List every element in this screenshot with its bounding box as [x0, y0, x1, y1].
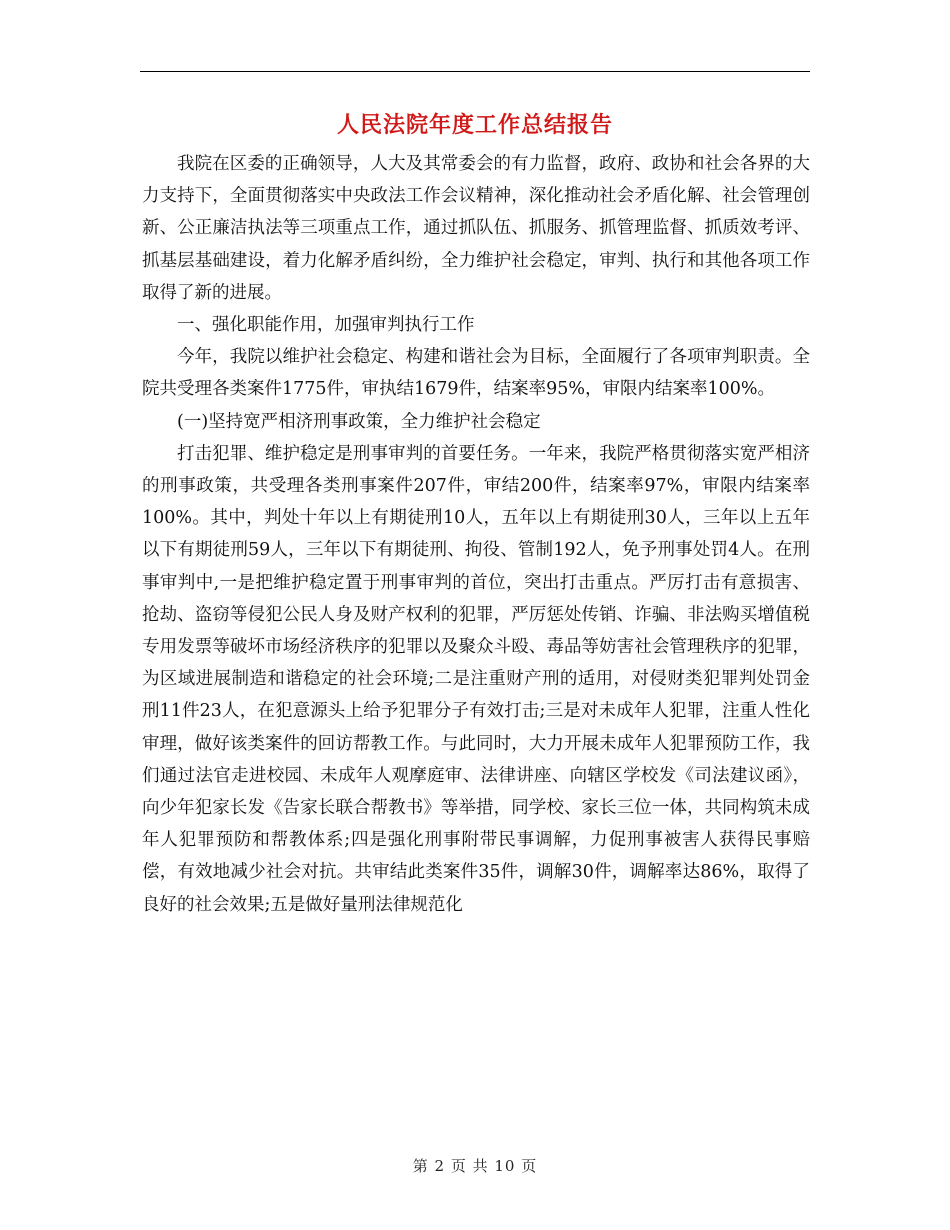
- paragraph-case-summary: 今年，我院以维护社会稳定、构建和谐社会为目标，全面履行了各项审判职责。全院共受理各类案件1775件，审执结1679件，结案率95%，审限内结案率100%。: [142, 347, 810, 400]
- document-body: [142, 148, 810, 921]
- page-number: 第 2 页 共 10 页: [412, 1157, 538, 1175]
- subsection-heading-1: (一)坚持宽严相济刑事政策，全力维护社会稳定: [177, 411, 541, 432]
- paragraph-criminal-trial: 打击犯罪、维护稳定是刑事审判的首要任务。一年来，我院严格贯彻落实宽严相济的刑事政策，共受理各类刑事案件207件，审结200件，结案率97%，审限内结案率100%。其中，判处十年以上有期徒刑10人，五年以上有期徒刑30人，三年以上五年以下有期徒刑59人，三年以下有期徒刑、拘役、管制192人，免予刑事处罚4人。在刑事审判中,一是把维护稳定置于刑事审判的首位，突出打击重点。严厉打击有意损害、抢劫、盗窃等侵犯公民人身及财产权利的犯罪，严厉惩处传销、诈骗、非法购买增值税专用发票等破坏市场经济秩序的犯罪以及聚众斗殴、毒品等妨害社会管理秩序的犯罪，为区域进展制造和谐稳定的社会环境;二是注重财产刑的适用，对侵财类犯罪判处罚金刑11件23人，在犯意源头上给予犯罪分子有效打击;三是对未成年人犯罪，注重人性化审理，做好该类案件的回访帮教工作。与此同时，大力开展未成年人犯罪预防工作，我们通过法官走进校园、未成年人观摩庭审、法律讲座、向辖区学校发《司法建议函》，向少年犯家长发《告家长联合帮教书》等举措，同学校、家长三位一体，共同构筑未成年人犯罪预防和帮教体系;四是强化刑事附带民事调解，力促刑事被害人获得民事赔偿，有效地减少社会对抗。共审结此类案件35件，调解30件，调解率达86%，取得了良好的社会效果;五是做好量刑法律规范化: [142, 443, 810, 915]
- header-rule: [140, 71, 810, 72]
- document-title: 人民法院年度工作总结报告: [336, 112, 613, 138]
- paragraph-intro: 我院在区委的正确领导，人大及其常委会的有力监督，政府、政协和社会各界的大力支持下，全面贯彻落实中央政法工作会议精神，深化推动社会矛盾化解、社会管理创新、公正廉洁执法等三项重点工作，通过抓队伍、抓服务、抓管理监督、抓质效考评、抓基层基础建设，着力化解矛盾纠纷，全力维护社会稳定，审判、执行和其他各项工作取得了新的进展。: [142, 154, 810, 303]
- section-heading-1: 一、强化职能作用，加强审判执行工作: [177, 315, 475, 336]
